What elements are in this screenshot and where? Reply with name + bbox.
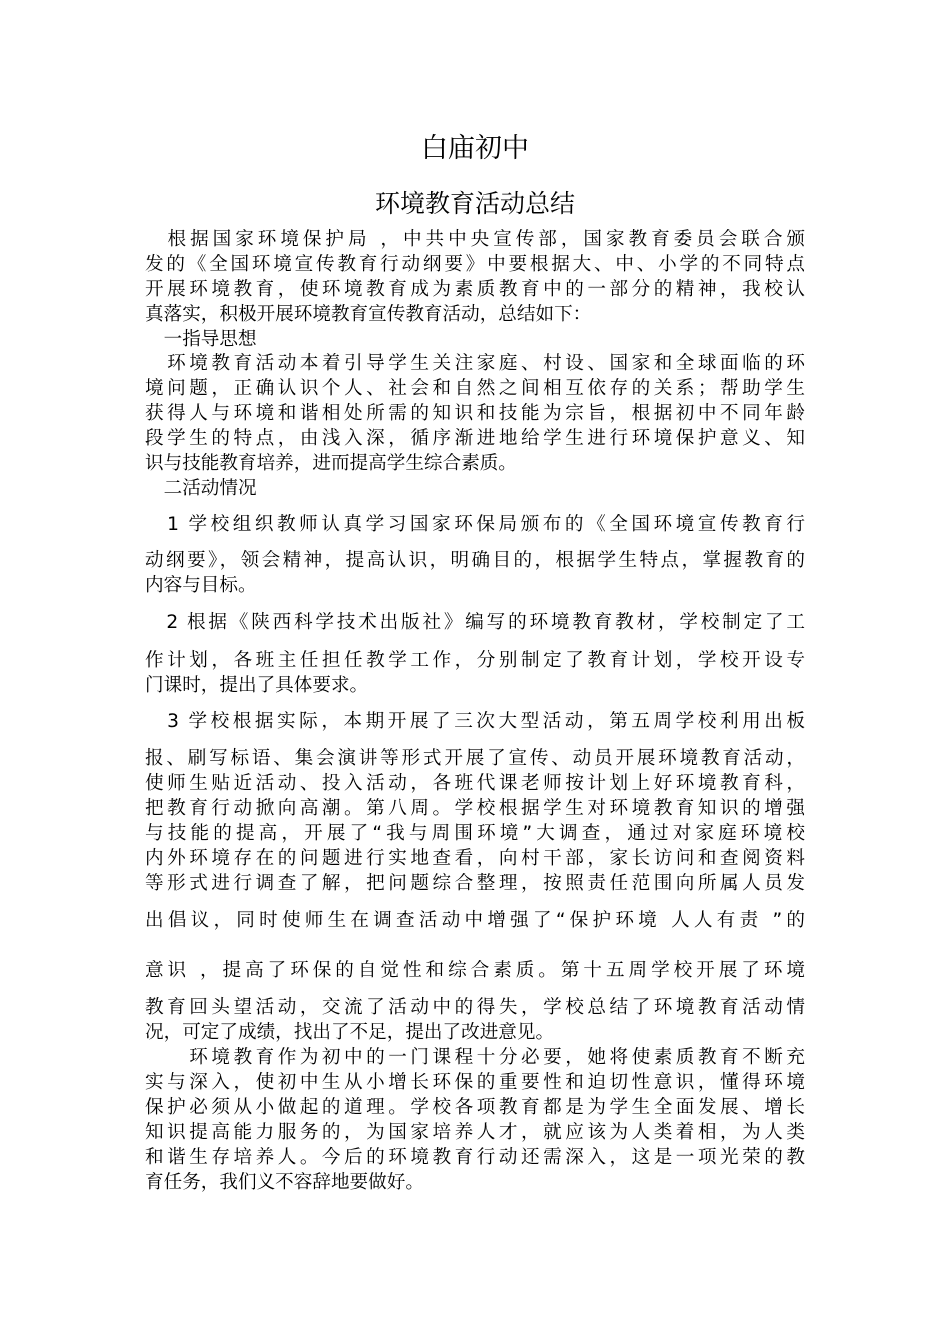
body-line: 育任务，我们义不容辞地要做好。	[145, 1172, 424, 1193]
document-title: 白庙初中	[421, 133, 529, 164]
section-heading: 一指导思想	[145, 329, 257, 350]
body-line: 知识提高能力服务的，为国家培养人才，就应该为人类着相，为人类	[145, 1122, 805, 1143]
body-line: 况，可定了成绩，找出了不足，提出了改进意见。	[145, 1022, 555, 1043]
body-line: 意识 ，提高了环保的自觉性和综合素质。第十五周学校开展了环境	[145, 960, 805, 981]
body-line: 内容与目标。	[145, 575, 257, 596]
body-line: 出倡议，同时使师生在调查活动中增强了“保护环境 人人有责 ”的	[145, 910, 805, 931]
body-line: 1 学校组织教师认真学习国家环保局颁布的《全国环境宣传教育行	[145, 514, 805, 535]
body-line: 环境教育活动本着引导学生关注家庭、村设、国家和全球面临的环	[145, 353, 805, 374]
body-line: 使师生贴近活动、投入活动，各班代课老师按计划上好环境教育科，	[145, 773, 805, 794]
document-subtitle: 环境教育活动总结	[374, 189, 575, 218]
body-line: 保护必须从小做起的道理。学校各项教育都是为学生全面发展、增长	[145, 1097, 805, 1118]
body-line: 和谐生存培养人。今后的环境教育行动还需深入，这是一项光荣的教	[145, 1147, 805, 1168]
body-line: 报、刷写标语、集会演讲等形式开展了宣传、动员开展环境教育活动，	[145, 748, 805, 769]
body-line: 动纲要》，领会精神，提高认识，明确目的，根据学生特点，掌握教育的	[145, 550, 805, 571]
body-line: 获得人与环境和谐相处所需的知识和技能为宗旨，根据初中不同年龄	[145, 403, 805, 424]
body-line: 根据国家环境保护局 ，中共中央宣传部，国家教育委员会联合颁	[145, 229, 805, 250]
body-line: 境问题，正确认识个人、社会和自然之间相互依存的关系；帮助学生	[145, 378, 805, 399]
body-line: 识与技能教育培养，进而提高学生综合素质。	[145, 453, 517, 474]
section-heading: 二活动情况	[145, 478, 257, 499]
body-line: 内外环境存在的问题进行实地查看，向村干部，家长访问和查阅资料	[145, 848, 805, 869]
body-line: 段学生的特点，由浅入深，循序渐进地给学生进行环境保护意义、知	[145, 428, 805, 449]
body-line: 3 学校根据实际，本期开展了三次大型活动，第五周学校利用出板	[145, 711, 805, 732]
body-line: 门课时，提出了具体要求。	[145, 675, 369, 696]
body-line: 真落实，积极开展环境教育宣传教育活动，总结如下：	[145, 304, 592, 325]
body-line: 等形式进行调查了解，把问题综合整理，按照责任范围向所属人员发	[145, 873, 805, 894]
body-line: 开展环境教育，使环境教育成为素质教育中的一部分的精神，我校认	[145, 279, 805, 300]
body-line: 把教育行动掀向高潮。第八周。学校根据学生对环境教育知识的增强	[145, 798, 805, 819]
body-line: 作计划，各班主任担任教学工作，分别制定了教育计划，学校开设专	[145, 650, 805, 671]
body-line: 2 根据《陕西科学技术出版社》编写的环境教育教材，学校制定了工	[145, 612, 805, 633]
body-line: 发的《全国环境宣传教育行动纲要》中要根据大、中、小学的不同特点	[145, 254, 805, 275]
body-line: 与技能的提高，开展了“我与周围环境”大调查，通过对家庭环境校	[145, 823, 805, 844]
body-line: 实与深入，使初中生从小增长环保的重要性和迫切性意识，懂得环境	[145, 1072, 805, 1093]
body-line: 环境教育作为初中的一门课程十分必要，她将使素质教育不断充	[145, 1047, 805, 1068]
body-line: 教育回头望活动，交流了活动中的得失，学校总结了环境教育活动情	[145, 997, 805, 1018]
